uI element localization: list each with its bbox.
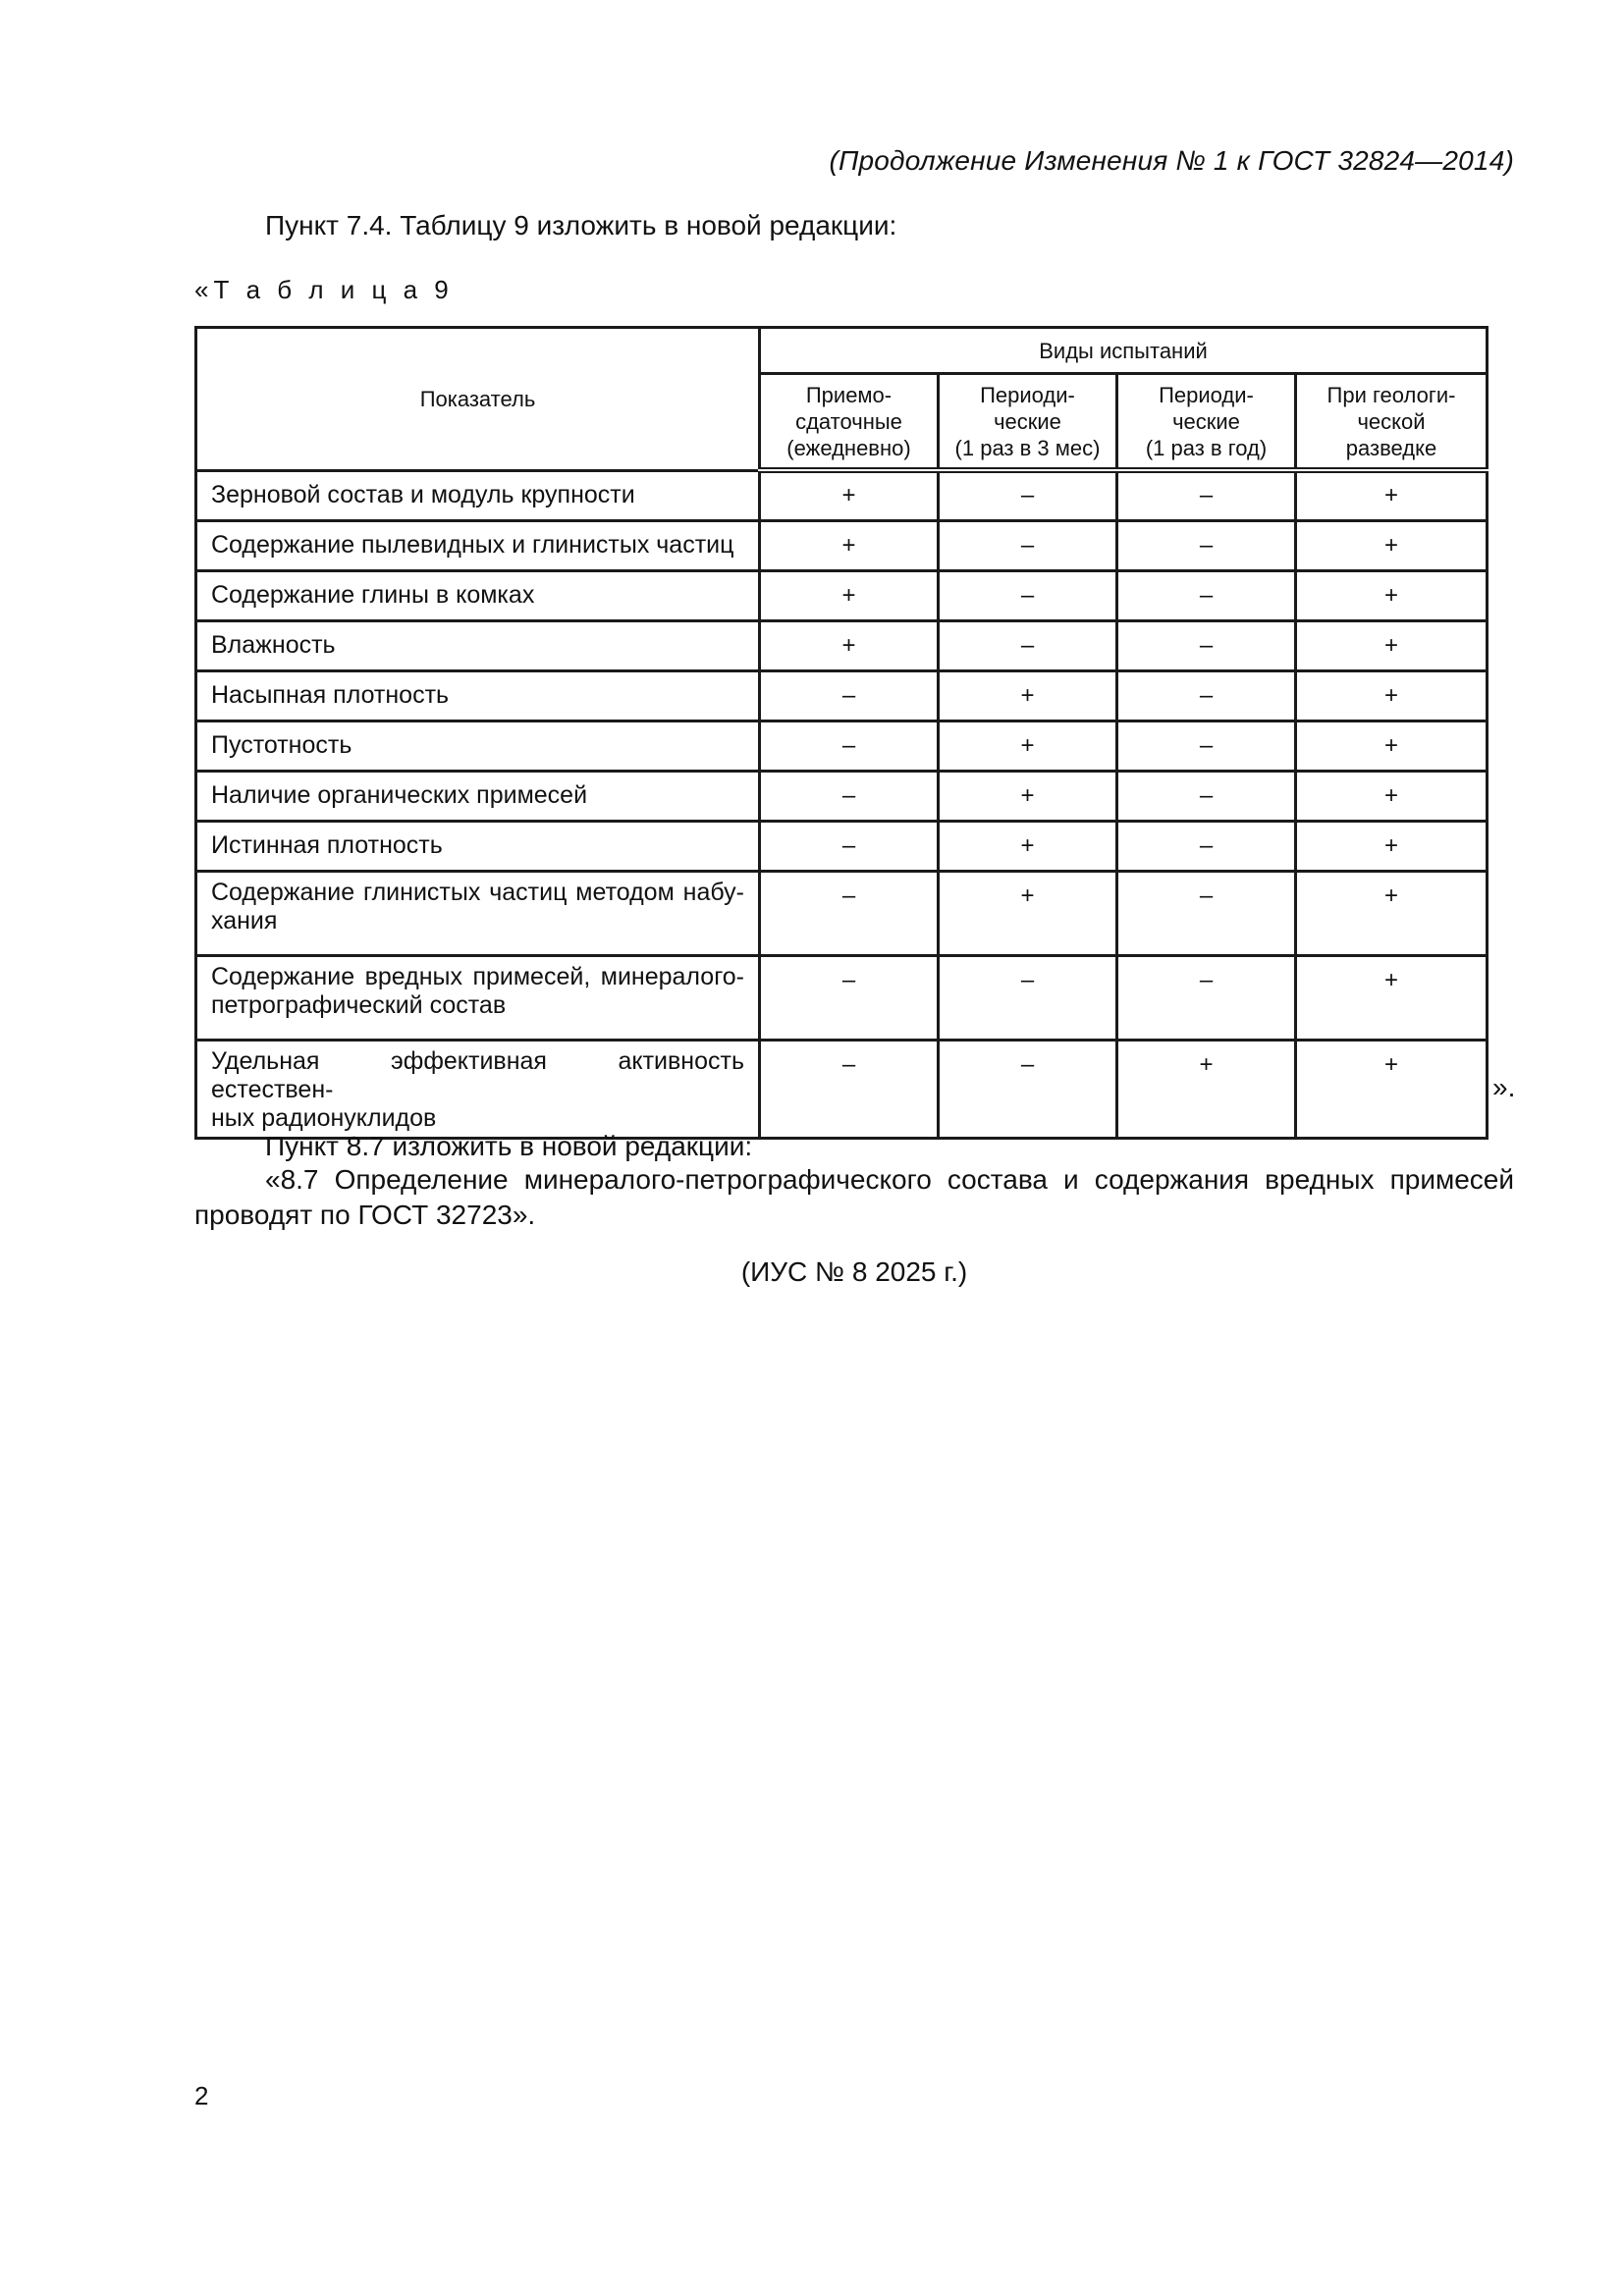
test-mark-cell: – xyxy=(939,520,1117,570)
indicator-line: Содержание глинистых частиц методом набу- xyxy=(211,878,744,906)
test-mark-cell: + xyxy=(1296,1040,1488,1138)
test-mark-cell: + xyxy=(1296,520,1488,570)
test-mark-cell: – xyxy=(939,1040,1117,1138)
test-mark-cell: + xyxy=(939,821,1117,871)
table-row xyxy=(196,721,1488,771)
test-mark-cell: – xyxy=(939,955,1117,1040)
test-mark-cell: + xyxy=(760,570,939,620)
test-mark-cell: – xyxy=(1117,570,1296,620)
test-mark-cell: + xyxy=(939,670,1117,721)
table-row xyxy=(196,570,1488,620)
test-type-column-header: Приемо- сдаточные (ежедневно) xyxy=(760,374,939,471)
test-mark-cell: – xyxy=(939,470,1117,520)
test-mark-cell: + xyxy=(1117,1040,1296,1138)
indicator-column-header: Показатель xyxy=(196,328,760,471)
test-mark-cell: – xyxy=(1117,670,1296,721)
test-mark-cell: – xyxy=(760,721,939,771)
indicator-cell: Влажность xyxy=(196,620,760,670)
indicator-cell: Наличие органических примесей xyxy=(196,771,760,821)
test-mark-cell: + xyxy=(1296,570,1488,620)
table-row xyxy=(196,470,1488,520)
indicator-cell xyxy=(196,871,760,955)
indicator-cell: Истинная плотность xyxy=(196,821,760,871)
test-types-table xyxy=(194,326,1489,1140)
table-row xyxy=(196,821,1488,871)
test-mark-cell: + xyxy=(760,620,939,670)
continuation-header: (Продолжение Изменения № 1 к ГОСТ 32824—2014) xyxy=(829,145,1514,176)
test-mark-cell: + xyxy=(1296,771,1488,821)
test-mark-cell: – xyxy=(760,771,939,821)
test-mark-cell: + xyxy=(1296,871,1488,955)
indicator-line: петрографический состав xyxy=(211,990,507,1019)
test-mark-cell: – xyxy=(939,620,1117,670)
test-mark-cell: – xyxy=(760,821,939,871)
test-mark-cell: – xyxy=(1117,821,1296,871)
indicator-line: хания xyxy=(211,906,278,934)
paragraph-8-7-text: «8.7 Определение минералого-петрографического состава и содержания вредных примесей проводят по ГОСТ 32723». xyxy=(194,1164,1514,1230)
indicator-cell: Содержание пылевидных и глинистых частиц xyxy=(196,520,760,570)
table-row xyxy=(196,771,1488,821)
ius-note: (ИУС № 8 2025 г.) xyxy=(740,1256,968,1287)
test-mark-cell: – xyxy=(760,955,939,1040)
test-mark-cell: – xyxy=(939,570,1117,620)
table-row xyxy=(196,620,1488,670)
test-type-column-header: Периоди- ческие (1 раз в 3 мес) xyxy=(939,374,1117,471)
test-type-column-header: При геологи- ческой разведке xyxy=(1296,374,1488,471)
page-number: 2 xyxy=(194,2081,209,2110)
table-row xyxy=(196,670,1488,721)
indicator-cell xyxy=(196,955,760,1040)
test-mark-cell: – xyxy=(1117,520,1296,570)
test-mark-cell: + xyxy=(1296,670,1488,721)
indicator-line: ных радионуклидов xyxy=(211,1103,437,1132)
test-mark-cell: – xyxy=(760,670,939,721)
test-mark-cell: + xyxy=(1296,470,1488,520)
indicator-cell: Зерновой состав и модуль крупности xyxy=(196,470,760,520)
intro-paragraph: Пункт 7.4. Таблицу 9 изложить в новой редакции: xyxy=(265,210,897,240)
table-row xyxy=(196,955,1488,1040)
table-row xyxy=(196,520,1488,570)
paragraph-8-7-lead: Пункт 8.7 изложить в новой редакции: xyxy=(265,1131,753,1161)
test-mark-cell: + xyxy=(939,871,1117,955)
indicator-cell xyxy=(196,1040,760,1138)
test-mark-cell: – xyxy=(760,871,939,955)
closing-quote: ». xyxy=(1492,1072,1516,1102)
test-mark-cell: + xyxy=(939,771,1117,821)
test-mark-cell: – xyxy=(1117,955,1296,1040)
test-types-group-header: Виды испытаний xyxy=(760,328,1488,374)
test-mark-cell: – xyxy=(1117,620,1296,670)
test-mark-cell: – xyxy=(1117,871,1296,955)
test-mark-cell: + xyxy=(1296,821,1488,871)
indicator-cell: Содержание глины в комках xyxy=(196,570,760,620)
test-mark-cell: + xyxy=(1296,721,1488,771)
test-mark-cell: – xyxy=(1117,771,1296,821)
test-mark-cell: + xyxy=(939,721,1117,771)
table-body xyxy=(196,470,1488,1138)
indicator-line: Содержание вредных примесей, минералого- xyxy=(211,962,744,990)
test-mark-cell: + xyxy=(760,520,939,570)
test-mark-cell: + xyxy=(1296,620,1488,670)
table-row xyxy=(196,1040,1488,1138)
indicator-cell: Пустотность xyxy=(196,721,760,771)
test-type-column-header: Периоди- ческие (1 раз в год) xyxy=(1117,374,1296,471)
test-mark-cell: – xyxy=(1117,721,1296,771)
test-mark-cell: + xyxy=(760,470,939,520)
table-container xyxy=(194,326,1486,1140)
table-caption: «Т а б л и ц а 9 xyxy=(194,275,454,304)
test-mark-cell: + xyxy=(1296,955,1488,1040)
indicator-cell: Насыпная плотность xyxy=(196,670,760,721)
table-row xyxy=(196,871,1488,955)
test-mark-cell: – xyxy=(760,1040,939,1138)
test-mark-cell: – xyxy=(1117,470,1296,520)
indicator-line: Удельная эффективная активность естествен- xyxy=(211,1046,744,1103)
